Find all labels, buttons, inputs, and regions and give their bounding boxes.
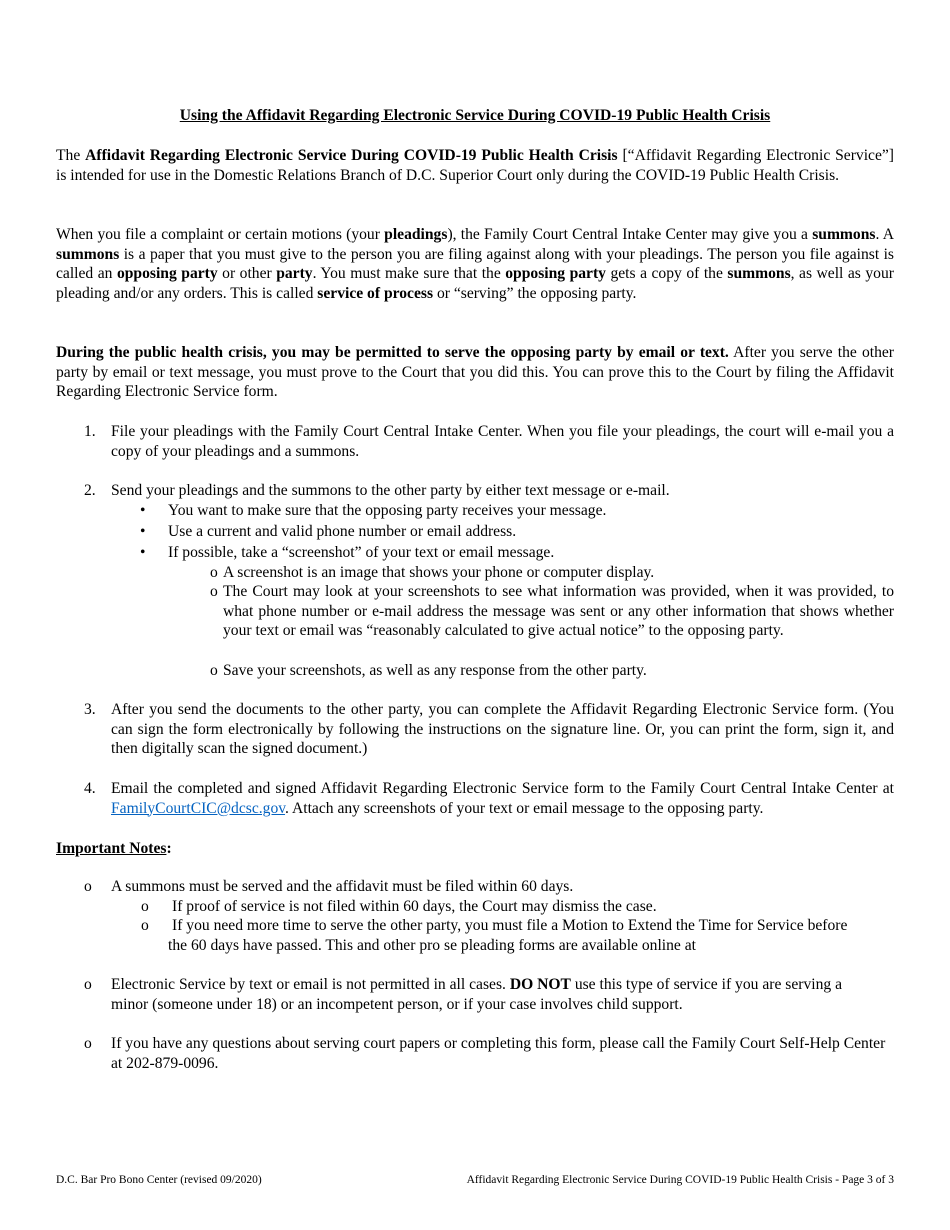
note-item: A summons must be served and the affidavit must be filed within 60 days.: [111, 878, 574, 895]
note-subitem: If proof of service is not filed within 60 days, the Court may dismiss the case.: [172, 898, 657, 915]
footer-left: D.C. Bar Pro Bono Center (revised 09/2020): [56, 1174, 262, 1186]
note-subitem: If you need more time to serve the other party, you must file a Motion to Extend the Time for Service before the 60 days have passed. This and other pro se pleading forms are available online at: [168, 917, 848, 954]
bullet-icon: •: [140, 544, 146, 561]
step-number: 2.: [84, 482, 96, 499]
list-item: If possible, take a “screenshot” of your text or email message.: [168, 544, 555, 561]
circle-bullet-icon: o: [84, 878, 92, 895]
step-number: 4.: [84, 780, 96, 797]
list-item: A screenshot is an image that shows your phone or computer display.: [223, 564, 655, 581]
bullet-icon: •: [140, 523, 146, 540]
intro-paragraph-3: During the public health crisis, you may be permitted to serve the opposing party by email or text. After you serve the other party by email or text message, you must prove to the Court that you did this. You can prove this to the Court by filing the Affidavit Regarding Electronic Service form.: [56, 344, 894, 401]
email-link[interactable]: FamilyCourtCIC@dcsc.gov: [111, 799, 286, 817]
circle-bullet-icon: o: [141, 898, 149, 915]
circle-bullet-icon: o: [210, 662, 218, 679]
step-text: File your pleadings with the Family Court Central Intake Center. When you file your pleadings, the court will e-mail you a copy of your pleadings and a summons.: [111, 423, 894, 460]
step-text: Email the completed and signed Affidavit Regarding Electronic Service form to the Family Court Central Intake Center at FamilyCourtCIC@dcsc.gov. Attach any screenshots of your text or email message to the opposing party.: [111, 780, 894, 817]
step-text: Send your pleadings and the summons to the other party by either text message or e-mail.: [111, 482, 670, 499]
circle-bullet-icon: o: [141, 917, 149, 934]
circle-bullet-icon: o: [210, 564, 218, 581]
step-number: 1.: [84, 423, 96, 440]
intro-paragraph-1: The Affidavit Regarding Electronic Service During COVID-19 Public Health Crisis [“Affidavit Regarding Electronic Service”] is intended for use in the Domestic Relations Branch of D.C. Superior Court only during the COVID-19 Public Health Crisis.: [56, 147, 894, 184]
list-item: The Court may look at your screenshots to see what information was provided, when it was provided, to what phone number or e-mail address the message was sent or any other information that shows whether your text or email was “reasonably calculated to give actual notice” to the opposing party.: [223, 583, 894, 640]
note-item: If you have any questions about serving court papers or completing this form, please call the Family Court Self-Help Center at 202-879-0096.: [111, 1035, 886, 1072]
circle-bullet-icon: o: [210, 583, 218, 600]
footer-right: Affidavit Regarding Electronic Service During COVID-19 Public Health Crisis - Page 3 of 3: [466, 1174, 894, 1186]
list-item: Save your screenshots, as well as any response from the other party.: [223, 662, 647, 679]
circle-bullet-icon: o: [84, 976, 92, 993]
circle-bullet-icon: o: [84, 1035, 92, 1052]
list-item: You want to make sure that the opposing party receives your message.: [168, 502, 607, 519]
note-item: Electronic Service by text or email is not permitted in all cases. DO NOT use this type of service if you are serving a minor (someone under 18) or an incompetent person, or if your case involves child support.: [111, 976, 842, 1013]
notes-heading: Important Notes:: [56, 840, 172, 857]
step-text: After you send the documents to the other party, you can complete the Affidavit Regarding Electronic Service form. (You can sign the form electronically by following the instructions on the signature line. Or, you can print the form, sign it, and then digitally scan the signed document.): [111, 701, 894, 758]
list-item: Use a current and valid phone number or email address.: [168, 523, 517, 540]
bullet-icon: •: [140, 502, 146, 519]
intro-paragraph-2: When you file a complaint or certain motions (your pleadings), the Family Court Central Intake Center may give you a summons. A summons is a paper that you must give to the person you are filing against along with your pleadings. The person you file against is called an opposing party or other party. You must make sure that the opposing party gets a copy of the summons, as well as your pleading and/or any orders. This is called service of process or “serving” the opposing party.: [56, 226, 894, 302]
page-title: Using the Affidavit Regarding Electronic Service During COVID-19 Public Health Crisis: [179, 107, 771, 124]
step-number: 3.: [84, 701, 96, 718]
